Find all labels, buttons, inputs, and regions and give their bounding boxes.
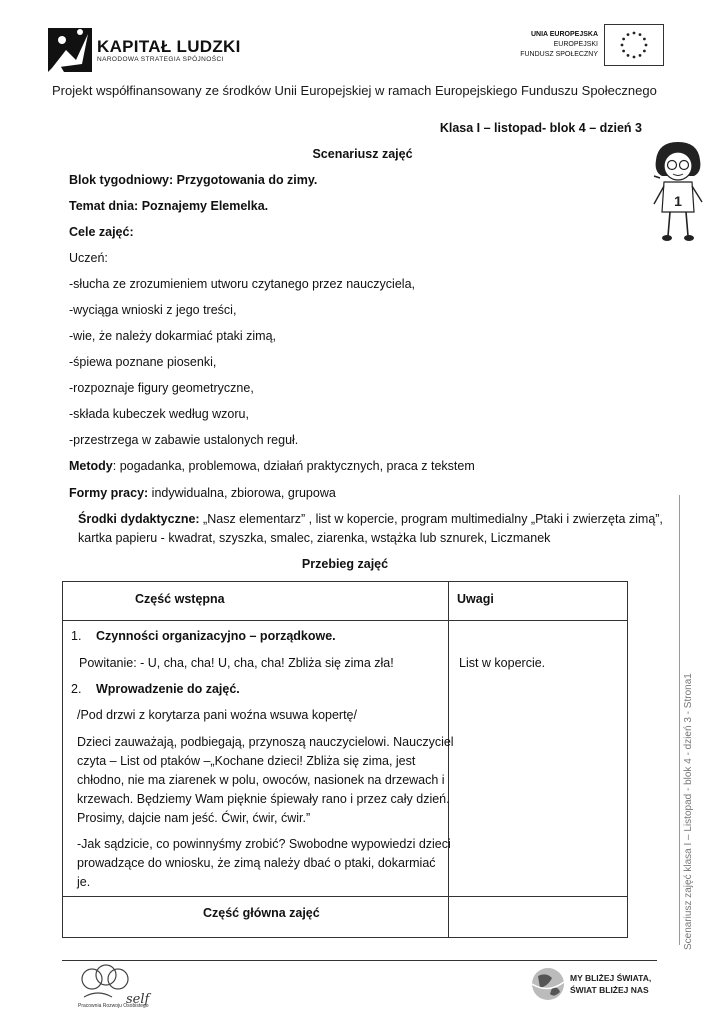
page-title: Scenariusz zajęć [312,147,413,161]
aids-value: „Nasz elementarz” , list w kopercie, program multimedialny „Ptaki i zwierzęta zimą”, [199,512,663,526]
student-label: Uczeń: [69,251,108,265]
main-part-header: Część główna zajęć [203,906,320,920]
eu-star-icon [643,38,646,41]
day-topic [69,199,268,213]
goal-item: -śpiewa poznane piosenki, [69,355,217,369]
goal-item: -wyciąga wnioski z jego treści, [69,303,237,317]
item-number: 1. [71,629,82,643]
goal-item: -składa kubeczek według wzoru, [69,407,249,421]
eu-star-icon [645,44,648,47]
eu-star-icon [633,56,636,59]
self-caption: Pracownia Rozwoju Osobistego [78,1003,149,1009]
item-title: Czynności organizacyjno – porządkowe. [96,629,336,643]
aids-label: Środki dydaktyczne: [78,512,200,526]
discussion-line: -Jak sądzicie, co powinnyśmy zrobić? Swobodne wypowiedzi dzieci [77,837,451,851]
forms-label: Formy pracy: [69,486,149,500]
globe-icon [530,964,566,1004]
eu-label [500,30,598,60]
eu-star-icon [622,50,625,53]
note-letter: List w kopercie. [459,656,546,670]
eu-flag-icon [604,24,664,66]
table-column-divider [448,582,449,937]
goals-heading: Cele zajęć: [69,225,134,239]
item-title: Wprowadzenie do zajęć. [96,682,240,696]
eu-star-icon [621,44,624,47]
course-title: Przebieg zajęć [301,557,389,571]
col-intro-header: Część wstępna [135,592,225,606]
eu-star-icon [639,33,642,36]
stage-direction: /Pod drzwi z korytarza pani woźna wsuwa kopertę/ [77,708,357,722]
discussion-line: prowadzące do wniosku, że zimą należy dbać o ptaki, dokarmiać [77,856,436,870]
aids-line-2: kartka papieru - kwadrat, szyszka, smalec, ziarenka, wstążka lub sznurek, Liczmanek [78,531,551,545]
svg-text:1: 1 [674,193,682,209]
methods-label: Metody [69,459,113,473]
table-row-divider [63,620,627,621]
self-logo-text: self [126,992,150,1007]
eu-star-icon [627,54,630,57]
goal-item: -przestrzega w zabawie ustalonych reguł. [69,433,299,447]
footer-divider [62,960,657,961]
forms-line [69,486,336,500]
weekly-block-label: Blok tygodniowy [69,173,169,187]
eu-star-icon [633,32,636,35]
weekly-block-value: : Przygotowania do zimy. [169,173,318,187]
footer-motto-line1: MY BLIŻEJ ŚWIATA, [570,973,652,983]
kapital-ludzki-title: KAPITAŁ LUDZKI [97,37,241,56]
footer-motto [570,972,651,996]
eu-label-line1: UNIA EUROPEJSKA [530,31,598,38]
eu-star-icon [622,38,625,41]
aids-line [78,512,663,526]
project-funding-line: Projekt współfinansowany ze środków Unii Europejskiej w ramach Europejskiego Funduszu Społecznego [52,83,657,98]
eu-label-line2: EUROPEJSKI [553,41,598,48]
greeting-line: Powitanie: - U, cha, cha! U, cha, cha! Zbliża się zima zła! [79,656,394,670]
weekly-block [69,173,317,187]
narrative-line: chłodno, nie ma ziarenek w polu, owoców, nasionek na drzewach i [77,773,445,787]
kapital-ludzki-subtitle: NARODOWA STRATEGIA SPÓJNOŚCI [97,56,224,63]
eu-star-icon [627,33,630,36]
side-caption: Scenariusz zajęć klasa I – Listopad - blok 4 - dzień 3 - Strona1 [683,673,694,950]
goal-item: -rozpoznaje figury geometryczne, [69,381,254,395]
discussion-line: je. [77,875,91,889]
forms-value: indywidualna, zbiorowa, grupowa [148,486,336,500]
eu-label-line3: FUNDUSZ SPOŁECZNY [520,51,598,58]
lesson-plan-table [62,581,628,938]
side-rule [679,495,680,945]
narrative-line: czyta – List od ptaków –„Kochane dzieci! Zbliża się zima, jest [77,754,416,768]
class-line: Klasa I – listopad- blok 4 – dzień 3 [439,121,642,135]
day-topic-value: Poznajemy Elemelka. [138,199,269,213]
goal-item: -wie, że należy dokarmiać ptaki zimą, [69,329,277,343]
narrative-line: Dzieci zauważają, podbiegają, przynoszą nauczycielowi. Nauczyciel [77,735,454,749]
goal-item: -słucha ze zrozumieniem utworu czytanego przez nauczyciela, [69,277,415,291]
footer-motto-line2: ŚWIAT BLIŻEJ NAS [570,985,649,995]
item-number: 2. [71,682,82,696]
table-row-divider [63,896,627,897]
day-topic-label: Temat dnia: [69,199,139,213]
methods-value: : pogadanka, problemowa, działań praktycznych, praca z tekstem [112,459,475,473]
col-notes-header: Uwagi [457,592,494,606]
narrative-line: Prosimy, dajcie nam jeść. Ćwir, ćwir, ćwir.” [77,811,311,825]
mascot-figure [648,138,708,243]
eu-star-icon [643,50,646,53]
narrative-line: krzewach. Będziemy Wam pięknie śpiewały rano i przez cały dzień. [77,792,450,806]
methods-line [69,459,475,473]
eu-star-icon [639,54,642,57]
